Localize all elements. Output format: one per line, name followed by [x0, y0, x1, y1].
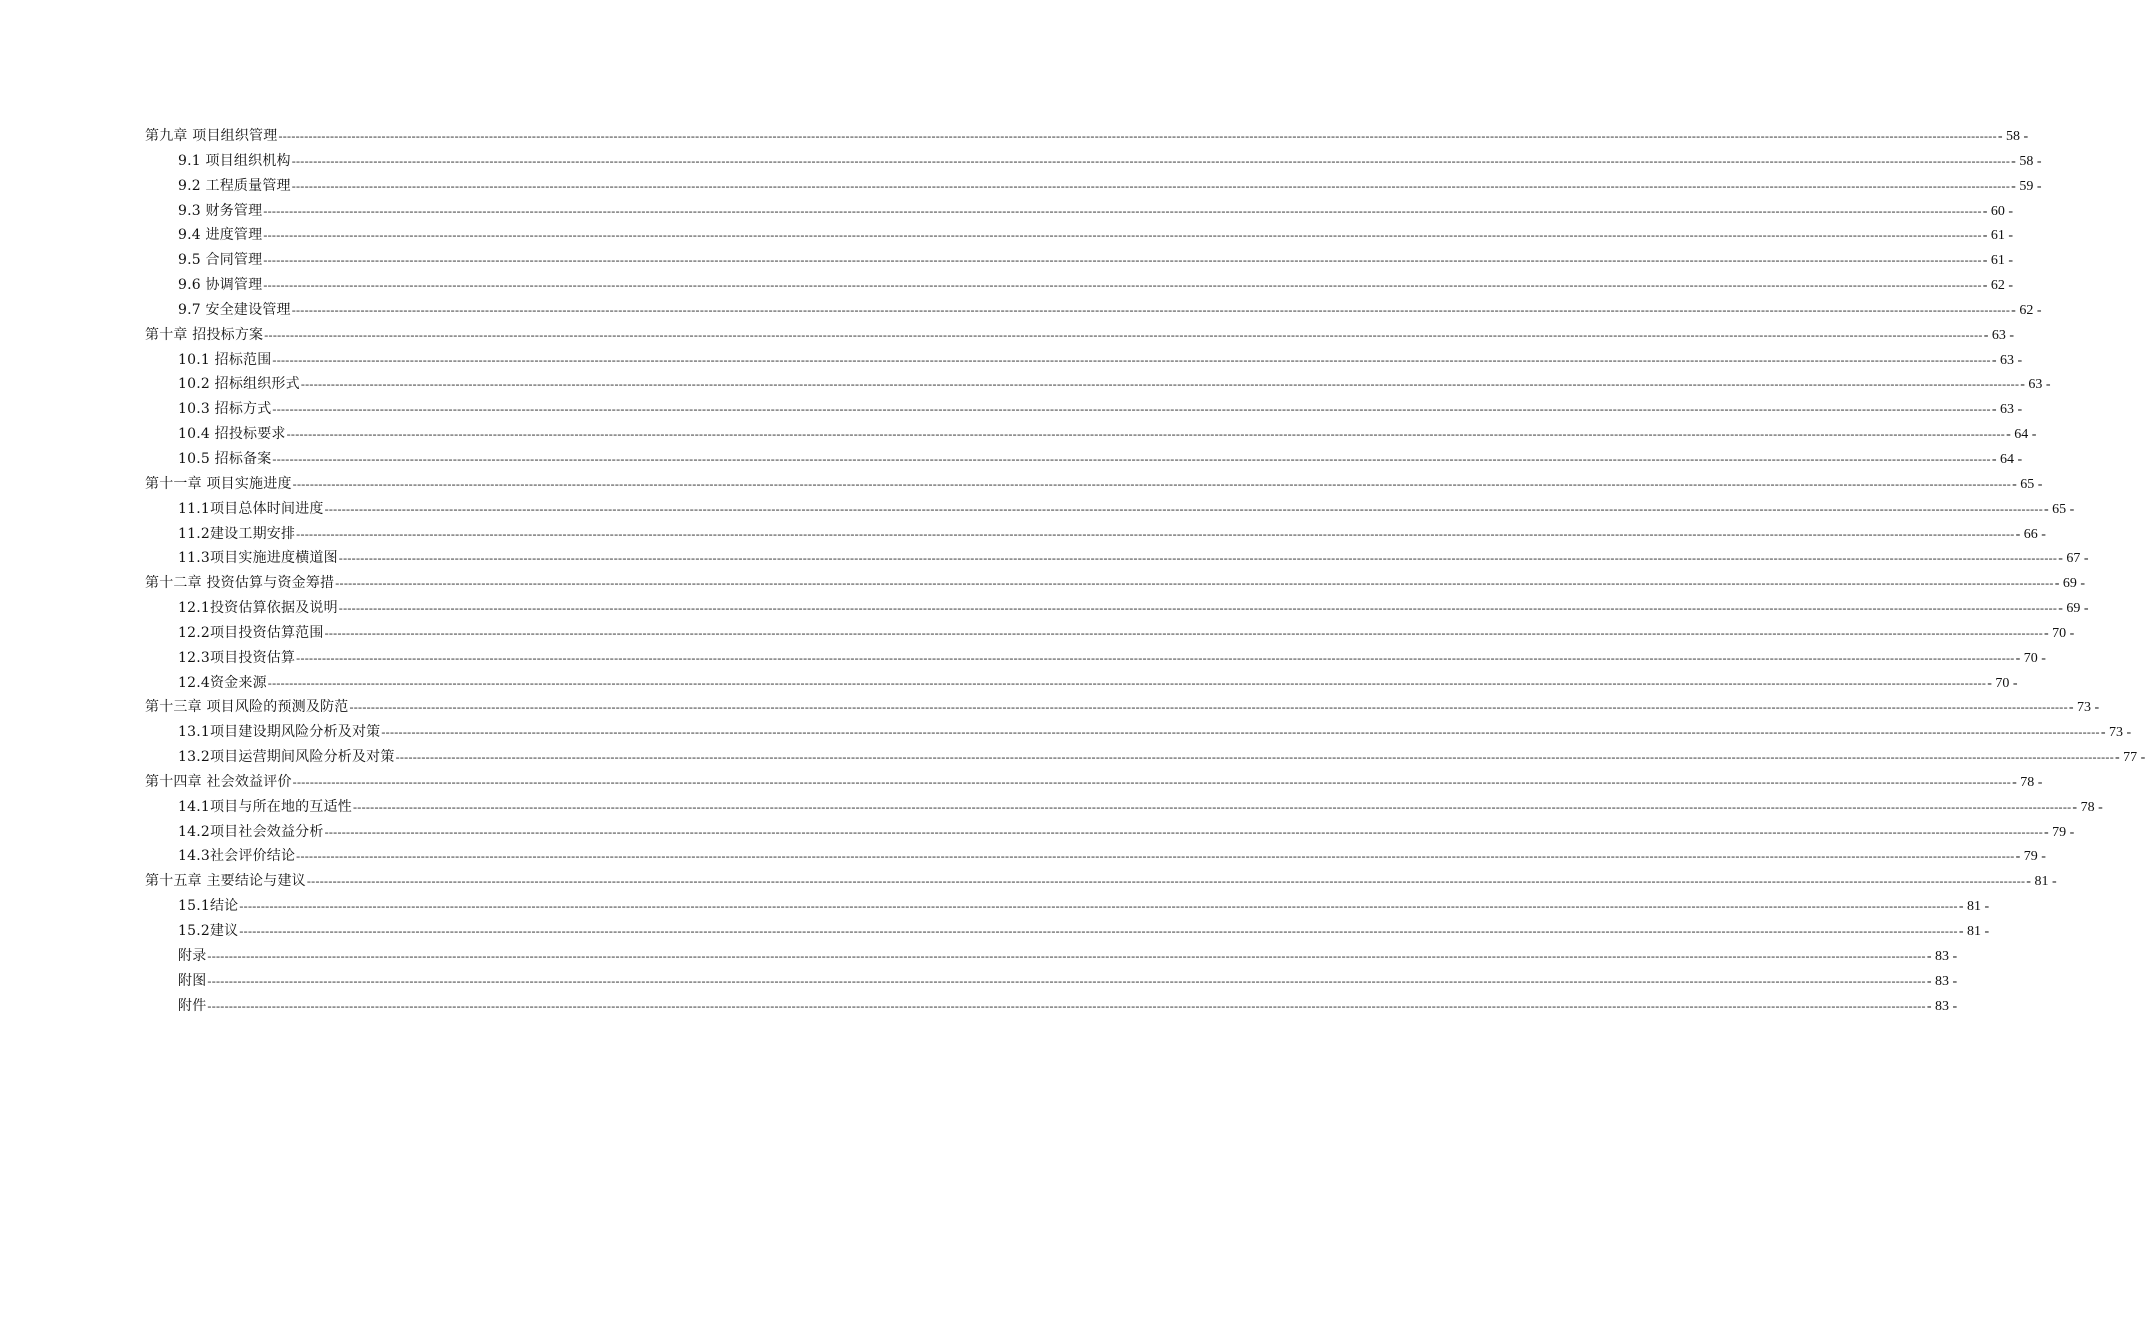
toc-page-number: - 81 -: [2026, 874, 2057, 890]
toc-entry-title: 10.5 招标备案: [178, 450, 272, 467]
toc-section-entry[interactable]: [145, 447, 2023, 472]
toc-dot-leader: ----------------------------------------------------------------------------------------------------------------------------------------------------------------------------------------------------------------------------------------------------------------------------------------------------------------------------------------------------------------------------------------------------------------: [335, 576, 2054, 591]
toc-dot-leader: ----------------------------------------------------------------------------------------------------------------------------------------------------------------------------------------------------------------------------------------------------------------------------------------------------------------------------------------------------------------------------------------------------------------: [292, 476, 2012, 491]
toc-entry-title: 第十一章 项目实施进度: [145, 475, 292, 492]
toc-section-entry[interactable]: [145, 820, 2075, 845]
toc-page-number: - 66 -: [2015, 526, 2046, 542]
toc-section-entry[interactable]: [145, 844, 2046, 869]
toc-page-number: - 79 -: [2044, 824, 2075, 840]
toc-entry-title: 11.2建设工期安排: [178, 525, 296, 542]
toc-page-number: - 69 -: [2054, 576, 2086, 592]
toc-chapter-entry[interactable]: [145, 695, 2100, 720]
toc-dot-leader: ----------------------------------------------------------------------------------------------------------------------------------------------------------------------------------------------------------------------------------------------------------------------------------------------------------------------------------------------------------------------------------------------------------------: [239, 924, 1958, 938]
toc-page-number: - 73 -: [2068, 700, 2100, 716]
toc-dot-leader: ----------------------------------------------------------------------------------------------------------------------------------------------------------------------------------------------------------------------------------------------------------------------------------------------------------------------------------------------------------------------------------------------------------------: [263, 203, 1982, 218]
toc-entry-title: 9.3 财务管理: [178, 202, 263, 219]
toc-section-entry[interactable]: [145, 248, 2014, 273]
toc-entry-title: 第十二章 投资估算与资金筹措: [145, 575, 335, 592]
toc-dot-leader: ----------------------------------------------------------------------------------------------------------------------------------------------------------------------------------------------------------------------------------------------------------------------------------------------------------------------------------------------------------------------------------------------------------------: [267, 675, 1987, 690]
toc-dot-leader: ----------------------------------------------------------------------------------------------------------------------------------------------------------------------------------------------------------------------------------------------------------------------------------------------------------------------------------------------------------------------------------------------------------------: [292, 774, 2012, 789]
toc-dot-leader: ----------------------------------------------------------------------------------------------------------------------------------------------------------------------------------------------------------------------------------------------------------------------------------------------------------------------------------------------------------------------------------------------------------------: [239, 899, 1958, 914]
toc-entry-title: 13.1项目建设期风险分析及对策: [178, 724, 381, 741]
toc-page-number: - 78 -: [2012, 774, 2043, 790]
toc-entry-title: 10.1 招标范围: [178, 351, 272, 368]
toc-entry-title: 14.2项目社会效益分析: [178, 823, 324, 840]
toc-section-entry[interactable]: [145, 621, 2075, 646]
toc-page-number: - 70 -: [2015, 650, 2046, 666]
toc-section-entry[interactable]: [145, 745, 2145, 770]
toc-dot-leader: ----------------------------------------------------------------------------------------------------------------------------------------------------------------------------------------------------------------------------------------------------------------------------------------------------------------------------------------------------------------------------------------------------------------: [263, 228, 1982, 243]
toc-page-number: - 63 -: [1991, 352, 2023, 368]
toc-entry-title: 9.1 项目组织机构: [178, 152, 291, 169]
toc-entry-title: 10.2 招标组织形式: [178, 376, 300, 393]
toc-chapter-entry[interactable]: [145, 770, 2043, 795]
toc-dot-leader: ----------------------------------------------------------------------------------------------------------------------------------------------------------------------------------------------------------------------------------------------------------------------------------------------------------------------------------------------------------------------------------------------------------------: [381, 725, 2100, 740]
toc-page-number: - 73 -: [2100, 725, 2132, 741]
toc-entry-title: 第十章 招投标方案: [145, 326, 264, 343]
toc-page-number: - 62 -: [1982, 278, 2014, 294]
toc-section-entry[interactable]: [145, 397, 2023, 422]
toc-entry-title: 15.1结论: [178, 898, 239, 915]
toc-dot-leader: ----------------------------------------------------------------------------------------------------------------------------------------------------------------------------------------------------------------------------------------------------------------------------------------------------------------------------------------------------------------------------------------------------------------: [207, 973, 1926, 988]
toc-dot-leader: ----------------------------------------------------------------------------------------------------------------------------------------------------------------------------------------------------------------------------------------------------------------------------------------------------------------------------------------------------------------------------------------------------------------: [207, 948, 1926, 963]
toc-page-number: - 83 -: [1926, 998, 1958, 1014]
toc-entry-title: 9.6 协调管理: [178, 277, 263, 294]
toc-page-number: - 79 -: [2015, 849, 2046, 865]
toc-entry-title: 12.2项目投资估算范围: [178, 624, 324, 641]
toc-section-entry[interactable]: [145, 546, 2089, 571]
toc-dot-leader: ----------------------------------------------------------------------------------------------------------------------------------------------------------------------------------------------------------------------------------------------------------------------------------------------------------------------------------------------------------------------------------------------------------------: [264, 327, 1983, 342]
toc-section-entry[interactable]: [145, 149, 2042, 174]
toc-section-entry[interactable]: [145, 223, 2014, 248]
toc-entry-title: 12.1投资估算依据及说明: [178, 600, 338, 617]
toc-entry-title: 12.3项目投资估算: [178, 649, 296, 666]
toc-dot-leader: ----------------------------------------------------------------------------------------------------------------------------------------------------------------------------------------------------------------------------------------------------------------------------------------------------------------------------------------------------------------------------------------------------------------: [263, 278, 1982, 293]
toc-page-number: - 63 -: [2020, 377, 2051, 393]
toc-section-entry[interactable]: [145, 596, 2089, 621]
toc-dot-leader: ----------------------------------------------------------------------------------------------------------------------------------------------------------------------------------------------------------------------------------------------------------------------------------------------------------------------------------------------------------------------------------------------------------------: [324, 824, 2044, 839]
toc-entry-title: 附图: [178, 972, 207, 989]
table-of-contents: [145, 124, 2145, 1018]
toc-page-number: - 83 -: [1926, 973, 1958, 989]
toc-page-number: - 70 -: [1987, 675, 2018, 691]
toc-dot-leader: ----------------------------------------------------------------------------------------------------------------------------------------------------------------------------------------------------------------------------------------------------------------------------------------------------------------------------------------------------------------------------------------------------------------: [291, 302, 2011, 317]
toc-section-entry[interactable]: [145, 994, 1958, 1019]
toc-entry-title: 9.4 进度管理: [178, 227, 263, 244]
toc-page-number: - 67 -: [2058, 551, 2089, 567]
toc-section-entry[interactable]: [145, 497, 2075, 522]
toc-page-number: - 59 -: [2011, 178, 2042, 194]
toc-dot-leader: ----------------------------------------------------------------------------------------------------------------------------------------------------------------------------------------------------------------------------------------------------------------------------------------------------------------------------------------------------------------------------------------------------------------: [395, 750, 2115, 765]
toc-section-entry[interactable]: [145, 522, 2046, 547]
toc-page-number: - 58 -: [2011, 153, 2042, 169]
toc-page-number: - 64 -: [1991, 451, 2023, 467]
toc-page-number: - 65 -: [2044, 501, 2075, 517]
toc-dot-leader: ----------------------------------------------------------------------------------------------------------------------------------------------------------------------------------------------------------------------------------------------------------------------------------------------------------------------------------------------------------------------------------------------------------------: [300, 377, 2020, 392]
toc-page-number: - 62 -: [2011, 302, 2042, 318]
toc-chapter-entry[interactable]: [145, 472, 2043, 497]
toc-section-entry[interactable]: [145, 671, 2018, 696]
toc-page-number: - 60 -: [1982, 203, 2014, 219]
toc-entry-title: 第十四章 社会效益评价: [145, 773, 292, 790]
toc-page-number: - 81 -: [1958, 899, 1990, 915]
toc-entry-title: 13.2项目运营期间风险分析及对策: [178, 749, 395, 766]
toc-dot-leader: ----------------------------------------------------------------------------------------------------------------------------------------------------------------------------------------------------------------------------------------------------------------------------------------------------------------------------------------------------------------------------------------------------------------: [324, 501, 2044, 516]
toc-chapter-entry[interactable]: [145, 869, 2057, 894]
toc-page-number: - 77 -: [2115, 750, 2145, 766]
toc-entry-title: 10.4 招投标要求: [178, 426, 286, 443]
toc-section-entry[interactable]: [145, 894, 1990, 919]
toc-dot-leader: ----------------------------------------------------------------------------------------------------------------------------------------------------------------------------------------------------------------------------------------------------------------------------------------------------------------------------------------------------------------------------------------------------------------: [272, 352, 1991, 367]
toc-section-entry[interactable]: [145, 422, 2037, 447]
toc-entry-title: 第十五章 主要结论与建议: [145, 873, 306, 890]
toc-dot-leader: ----------------------------------------------------------------------------------------------------------------------------------------------------------------------------------------------------------------------------------------------------------------------------------------------------------------------------------------------------------------------------------------------------------------: [349, 700, 2068, 715]
toc-page-number: - 78 -: [2072, 799, 2103, 815]
toc-dot-leader: ----------------------------------------------------------------------------------------------------------------------------------------------------------------------------------------------------------------------------------------------------------------------------------------------------------------------------------------------------------------------------------------------------------------: [338, 601, 2058, 616]
toc-dot-leader: ----------------------------------------------------------------------------------------------------------------------------------------------------------------------------------------------------------------------------------------------------------------------------------------------------------------------------------------------------------------------------------------------------------------: [286, 427, 2006, 442]
toc-page-number: - 63 -: [1991, 402, 2023, 418]
toc-page-number: - 69 -: [2058, 601, 2089, 617]
toc-dot-leader: ----------------------------------------------------------------------------------------------------------------------------------------------------------------------------------------------------------------------------------------------------------------------------------------------------------------------------------------------------------------------------------------------------------------: [324, 625, 2044, 640]
toc-entry-title: 14.1项目与所在地的互适性: [178, 798, 352, 815]
toc-page-number: - 64 -: [2006, 427, 2037, 443]
toc-entry-title: 附件: [178, 997, 207, 1014]
toc-entry-title: 12.4资金来源: [178, 674, 267, 691]
toc-entry-title: 15.2建议: [178, 923, 239, 939]
toc-entry-title: 11.1项目总体时间进度: [178, 500, 324, 517]
toc-page-number: - 61 -: [1982, 253, 2014, 269]
toc-dot-leader: ----------------------------------------------------------------------------------------------------------------------------------------------------------------------------------------------------------------------------------------------------------------------------------------------------------------------------------------------------------------------------------------------------------------: [263, 253, 1982, 268]
toc-entry-title: 第十三章 项目风险的预测及防范: [145, 699, 349, 716]
toc-section-entry[interactable]: [145, 919, 1990, 944]
toc-dot-leader: ----------------------------------------------------------------------------------------------------------------------------------------------------------------------------------------------------------------------------------------------------------------------------------------------------------------------------------------------------------------------------------------------------------------: [278, 129, 1997, 143]
toc-entry-title: 10.3 招标方式: [178, 401, 272, 418]
toc-entry-title: 9.7 安全建设管理: [178, 301, 291, 318]
toc-chapter-entry[interactable]: [145, 323, 2015, 348]
toc-section-entry[interactable]: [145, 372, 2051, 397]
toc-page-number: - 81 -: [1958, 924, 1990, 939]
toc-section-entry[interactable]: [145, 199, 2014, 224]
toc-section-entry[interactable]: [145, 969, 1958, 994]
toc-entry-title: 14.3社会评价结论: [178, 848, 296, 865]
toc-section-entry[interactable]: [145, 273, 2014, 298]
toc-dot-leader: ----------------------------------------------------------------------------------------------------------------------------------------------------------------------------------------------------------------------------------------------------------------------------------------------------------------------------------------------------------------------------------------------------------------: [272, 451, 1991, 466]
toc-section-entry[interactable]: [145, 298, 2042, 323]
toc-dot-leader: ----------------------------------------------------------------------------------------------------------------------------------------------------------------------------------------------------------------------------------------------------------------------------------------------------------------------------------------------------------------------------------------------------------------: [291, 178, 2011, 193]
toc-entry-title: 第九章 项目组织管理: [145, 128, 278, 144]
toc-page-number: - 63 -: [1983, 327, 2015, 343]
toc-entry-title: 11.3项目实施进度横道图: [178, 550, 338, 567]
toc-page-number: - 70 -: [2044, 625, 2075, 641]
toc-section-entry[interactable]: [145, 720, 2132, 745]
toc-page-number: - 58 -: [1997, 129, 2029, 144]
toc-section-entry[interactable]: [145, 795, 2103, 820]
toc-page-number: - 65 -: [2012, 476, 2043, 492]
toc-chapter-entry[interactable]: [145, 124, 2029, 149]
toc-dot-leader: ----------------------------------------------------------------------------------------------------------------------------------------------------------------------------------------------------------------------------------------------------------------------------------------------------------------------------------------------------------------------------------------------------------------: [207, 998, 1926, 1013]
toc-dot-leader: ----------------------------------------------------------------------------------------------------------------------------------------------------------------------------------------------------------------------------------------------------------------------------------------------------------------------------------------------------------------------------------------------------------------: [296, 526, 2015, 541]
toc-dot-leader: ----------------------------------------------------------------------------------------------------------------------------------------------------------------------------------------------------------------------------------------------------------------------------------------------------------------------------------------------------------------------------------------------------------------: [272, 402, 1991, 417]
toc-chapter-entry[interactable]: [145, 571, 2086, 596]
toc-section-entry[interactable]: [145, 944, 1958, 969]
toc-entry-title: 附录: [178, 947, 207, 964]
toc-section-entry[interactable]: [145, 646, 2046, 671]
toc-dot-leader: ----------------------------------------------------------------------------------------------------------------------------------------------------------------------------------------------------------------------------------------------------------------------------------------------------------------------------------------------------------------------------------------------------------------: [306, 874, 2026, 889]
toc-dot-leader: ----------------------------------------------------------------------------------------------------------------------------------------------------------------------------------------------------------------------------------------------------------------------------------------------------------------------------------------------------------------------------------------------------------------: [352, 799, 2072, 814]
toc-page-number: - 61 -: [1982, 228, 2014, 244]
toc-dot-leader: ----------------------------------------------------------------------------------------------------------------------------------------------------------------------------------------------------------------------------------------------------------------------------------------------------------------------------------------------------------------------------------------------------------------: [296, 849, 2015, 864]
toc-page-number: - 83 -: [1926, 948, 1958, 964]
toc-entry-title: 9.5 合同管理: [178, 252, 263, 269]
toc-dot-leader: ----------------------------------------------------------------------------------------------------------------------------------------------------------------------------------------------------------------------------------------------------------------------------------------------------------------------------------------------------------------------------------------------------------------: [296, 650, 2015, 665]
toc-entry-title: 9.2 工程质量管理: [178, 177, 291, 194]
toc-section-entry[interactable]: [145, 348, 2023, 373]
toc-section-entry[interactable]: [145, 174, 2042, 199]
toc-dot-leader: ----------------------------------------------------------------------------------------------------------------------------------------------------------------------------------------------------------------------------------------------------------------------------------------------------------------------------------------------------------------------------------------------------------------: [291, 153, 2011, 168]
toc-dot-leader: ----------------------------------------------------------------------------------------------------------------------------------------------------------------------------------------------------------------------------------------------------------------------------------------------------------------------------------------------------------------------------------------------------------------: [338, 551, 2058, 566]
